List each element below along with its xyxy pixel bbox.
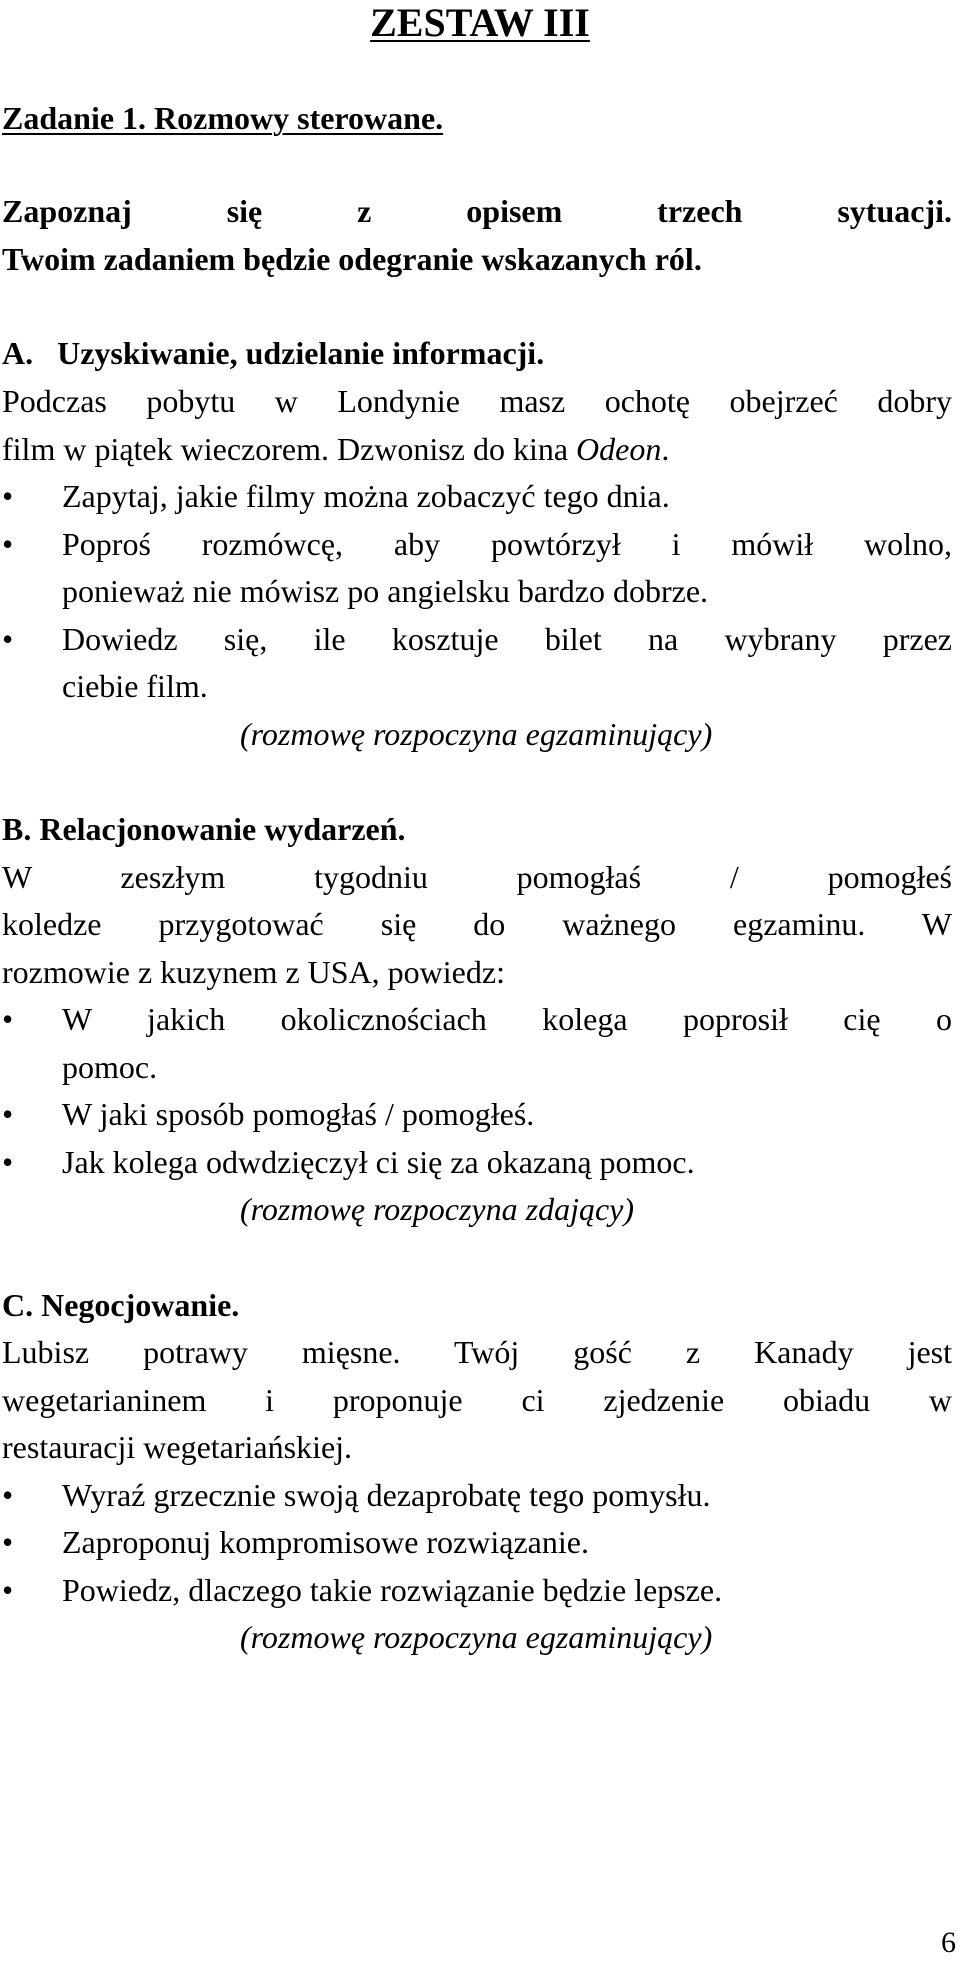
section-b-bullet-1-line-2: pomoc. xyxy=(62,1049,158,1085)
section-b-desc-line-3: rozmowie z kuzynem z USA, powiedz: xyxy=(2,954,505,990)
section-c-label: C. xyxy=(2,1287,34,1323)
section-c-cue: (rozmowę rozpoczyna egzaminujący) xyxy=(240,1619,713,1655)
bullet-icon: • xyxy=(2,621,14,657)
section-a-bullet-3-line-2: ciebie film. xyxy=(62,668,208,704)
section-b-desc-line-2: koledze przygotować się do ważnego egzaminu. W xyxy=(2,906,952,942)
section-a-desc-text: film w piątek wieczorem. Dzwonisz do kina xyxy=(2,431,577,467)
task-intro-line-1: Zapoznaj się z opisem trzech sytuacji. xyxy=(2,193,952,229)
section-a-bullet-3-line-1: Dowiedz się, ile kosztuje bilet na wybrany przez xyxy=(62,621,952,657)
section-a-bullet-1: Zapytaj, jakie filmy można zobaczyć tego dnia. xyxy=(62,478,670,514)
bullet-icon: • xyxy=(2,1572,14,1608)
section-c-bullet-2: Zaproponuj kompromisowe rozwiązanie. xyxy=(62,1524,589,1560)
section-b-label: B. xyxy=(2,811,32,847)
page-number: 6 xyxy=(941,1926,956,1959)
bullet-icon: • xyxy=(2,1001,14,1037)
section-a-bullet-2-line-1: Poproś rozmówcę, aby powtórzył i mówił wolno, xyxy=(62,526,952,562)
bullet-icon: • xyxy=(2,1144,14,1180)
section-c-bullet-1: Wyraź grzecznie swoją dezaprobatę tego pomysłu. xyxy=(62,1477,711,1513)
bullet-icon: • xyxy=(2,526,14,562)
section-a-title: Uzyskiwanie, udzielanie informacji. xyxy=(57,335,545,371)
document-title: ZESTAW III xyxy=(370,0,590,45)
section-b-bullet-3: Jak kolega odwdzięczył ci się za okazaną pomoc. xyxy=(62,1144,695,1180)
section-b-title: Relacjonowanie wydarzeń. xyxy=(39,811,406,847)
section-a-desc-line-1: Podczas pobytu w Londynie masz ochotę obejrzeć dobry xyxy=(2,383,952,419)
section-b-heading xyxy=(2,810,952,848)
section-a-heading xyxy=(2,334,952,372)
section-c-desc-line-2: wegetarianinem i proponuje ci zjedzenie obiadu w xyxy=(2,1382,952,1418)
section-b-cue: (rozmowę rozpoczyna zdający) xyxy=(240,1191,635,1227)
bullet-icon: • xyxy=(2,1477,14,1513)
section-a-desc-end: . xyxy=(661,431,670,467)
section-a-label: A. xyxy=(2,335,34,371)
section-c-title: Negocjowanie. xyxy=(41,1287,240,1323)
task-intro-line-2: Twoim zadaniem będzie odegranie wskazanych ról. xyxy=(2,241,702,277)
section-c-bullet-3: Powiedz, dlaczego takie rozwiązanie będzie lepsze. xyxy=(62,1572,723,1608)
section-a-desc-line-2 xyxy=(2,430,952,468)
section-c-desc-line-1: Lubisz potrawy mięsne. Twój gość z Kanady jest xyxy=(2,1334,952,1370)
section-a-bullet-2-line-2: ponieważ nie mówisz po angielsku bardzo dobrze. xyxy=(62,573,709,609)
section-b-bullet-2: W jaki sposób pomogłaś / pomogłeś. xyxy=(62,1096,535,1132)
section-a-cue: (rozmowę rozpoczyna egzaminujący) xyxy=(240,716,713,752)
section-c-heading xyxy=(2,1286,952,1324)
section-b-bullet-1-line-1: W jakich okolicznościach kolega poprosił cię o xyxy=(62,1001,952,1037)
section-b-desc-line-1: W zeszłym tygodniu pomogłaś / pomogłeś xyxy=(2,859,952,895)
section-a-desc-emph: Odeon xyxy=(576,431,662,467)
section-c-desc-line-3: restauracji wegetariańskiej. xyxy=(2,1429,353,1465)
task-heading: Zadanie 1. Rozmowy sterowane. xyxy=(2,100,444,136)
bullet-icon: • xyxy=(2,1524,14,1560)
bullet-icon: • xyxy=(2,478,14,514)
bullet-icon: • xyxy=(2,1096,14,1132)
